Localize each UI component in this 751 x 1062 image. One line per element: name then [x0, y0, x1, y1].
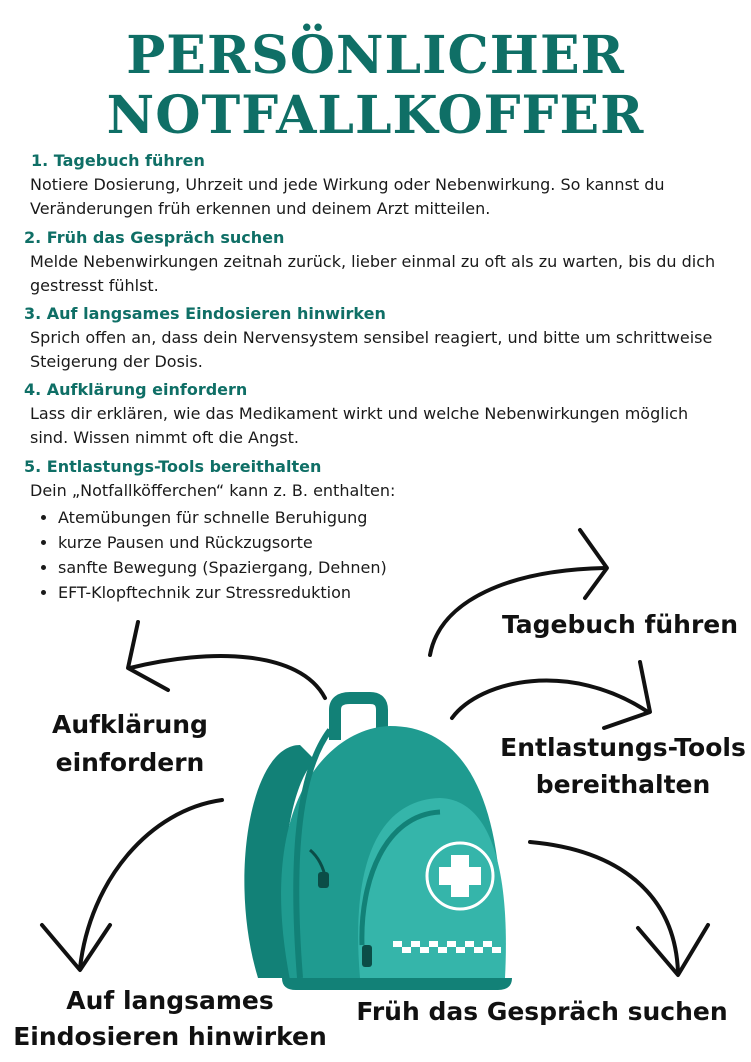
list-item: • Atemübungen für schnelle Beruhigung: [58, 505, 387, 530]
label-aufklaerung-1: Aufklärung: [52, 710, 208, 739]
item-heading: 3. Auf langsames Eindosieren hinwirken: [24, 304, 386, 323]
title-line-1: PERSÖNLICHER: [126, 25, 625, 86]
label-entlastung-1: Entlastungs-Tools: [500, 733, 746, 762]
item-heading: 2. Früh das Gespräch suchen: [24, 228, 285, 247]
label-tagebuch: Tagebuch führen: [501, 610, 739, 639]
item-heading: 4. Aufklärung einfordern: [24, 380, 248, 399]
list-item: • EFT-Klopftechnik zur Stressreduktion: [58, 580, 387, 605]
label-aufklaerung-2: einfordern: [55, 748, 205, 777]
arrow-to-aufklaerung: [128, 622, 325, 698]
label-langsam-2: Eindosieren hinwirken: [13, 1022, 327, 1051]
label-langsam-1: Auf langsames: [66, 986, 274, 1015]
list-item: • sanfte Bewegung (Spaziergang, Dehnen): [58, 555, 387, 580]
arrow-to-langsam: [42, 800, 222, 970]
item-text: Melde Nebenwirkungen zeitnah zurück, lieber einmal zu oft als zu warten, bis du dich gestresst fühlst.: [30, 252, 716, 295]
item-text: Dein „Notfallköfferchen“ kann z. B. enthalten:: [30, 481, 396, 500]
item-heading: 5. Entlastungs-Tools bereithalten: [24, 457, 322, 476]
arrow-to-entlastung: [452, 662, 650, 728]
backpack-icon: [244, 698, 512, 990]
item-text: Sprich offen an, dass dein Nervensystem sensibel reagiert, und bitte um schrittweise Steigerung der Dosis.: [30, 328, 713, 371]
item-text: Notiere Dosierung, Uhrzeit und jede Wirkung oder Nebenwirkung. So kannst du Veränderungen früh erkennen und deinem Arzt mitteilen.: [30, 175, 665, 218]
item-text: Lass dir erklären, wie das Medikament wirkt und welche Nebenwirkungen möglich sind. Wissen nimmt oft die Angst.: [30, 404, 689, 447]
item-heading: 1. Tagebuch führen: [31, 151, 205, 170]
arrow-to-gespraech: [530, 842, 708, 975]
label-gespraech: Früh das Gespräch suchen: [356, 997, 728, 1026]
label-entlastung-2: bereithalten: [535, 770, 711, 799]
list-item: • kurze Pausen und Rückzugsorte: [58, 530, 387, 555]
title-line-2: NOTFALLKOFFER: [106, 85, 645, 146]
